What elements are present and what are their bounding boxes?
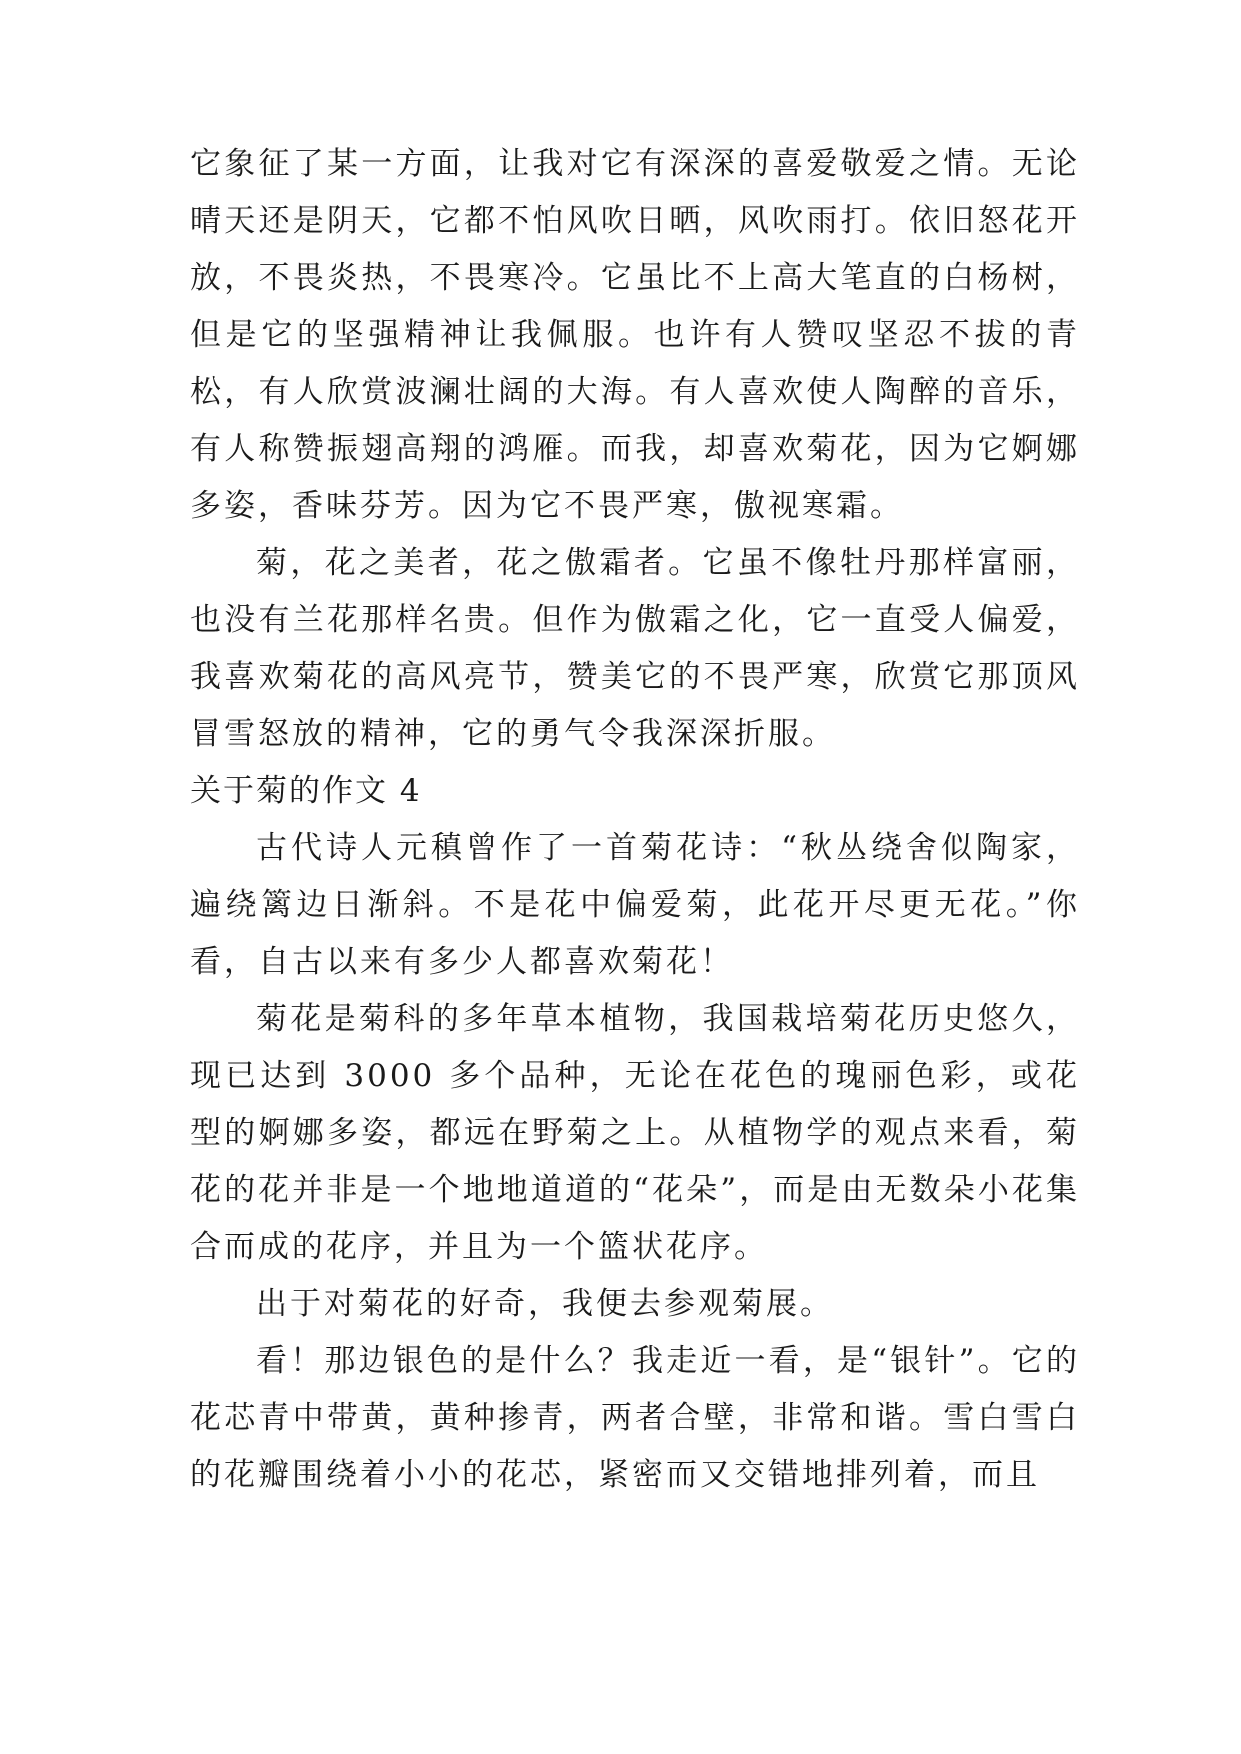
- paragraph-1: 它象征了某一方面，让我对它有深深的喜爱敬爱之情。无论晴天还是阴天，它都不怕风吹日晒，风吹雨打。依旧怒花开放，不畏炎热，不畏寒冷。它虽比不上高大笔直的白杨树，但是它的坚强精神让我佩服。也许有人赞叹坚忍不拔的青松，有人欣赏波澜壮阔的大海。有人喜欢使人陶醉的音乐，有人称赞振翅高翔的鸿雁。而我，却喜欢菊花，因为它婀娜多姿，香味芬芳。因为它不畏严寒，傲视寒霜。: [190, 146, 1080, 524]
- paragraph-4: 菊花是菊科的多年草本植物，我国栽培菊花历史悠久，现已达到 3000 多个品种，无论在花色的瑰丽色彩，或花型的婀娜多姿，都远在野菊之上。从植物学的观点来看，菊花的花并非是一个地地道道的“花朵”，而是由无数朵小花集合而成的花序，并且为一个篮状花序。: [190, 1001, 1080, 1265]
- paragraph-3: 古代诗人元稹曾作了一首菊花诗：“秋丛绕舍似陶家，遍绕篱边日渐斜。不是花中偏爱菊，此花开尽更无花。”你看，自古以来有多少人都喜欢菊花！: [190, 830, 1080, 980]
- paragraph-2: 菊，花之美者，花之傲霜者。它虽不像牡丹那样富丽，也没有兰花那样名贵。但作为傲霜之化，它一直受人偏爱，我喜欢菊花的高风亮节，赞美它的不畏严寒，欣赏它那顶风冒雪怒放的精神，它的勇气令我深深折服。: [190, 545, 1080, 752]
- paragraph-5: 出于对菊花的好奇，我便去参观菊展。: [256, 1286, 834, 1322]
- document-page: [190, 136, 1080, 1504]
- section-title: 关于菊的作文 4: [190, 773, 422, 809]
- paragraph-6: 看！那边银色的是什么？我走近一看，是“银针”。它的花芯青中带黄，黄种掺青，两者合壁，非常和谐。雪白雪白的花瓣围绕着小小的花芯，紧密而又交错地排列着，而且: [190, 1343, 1080, 1493]
